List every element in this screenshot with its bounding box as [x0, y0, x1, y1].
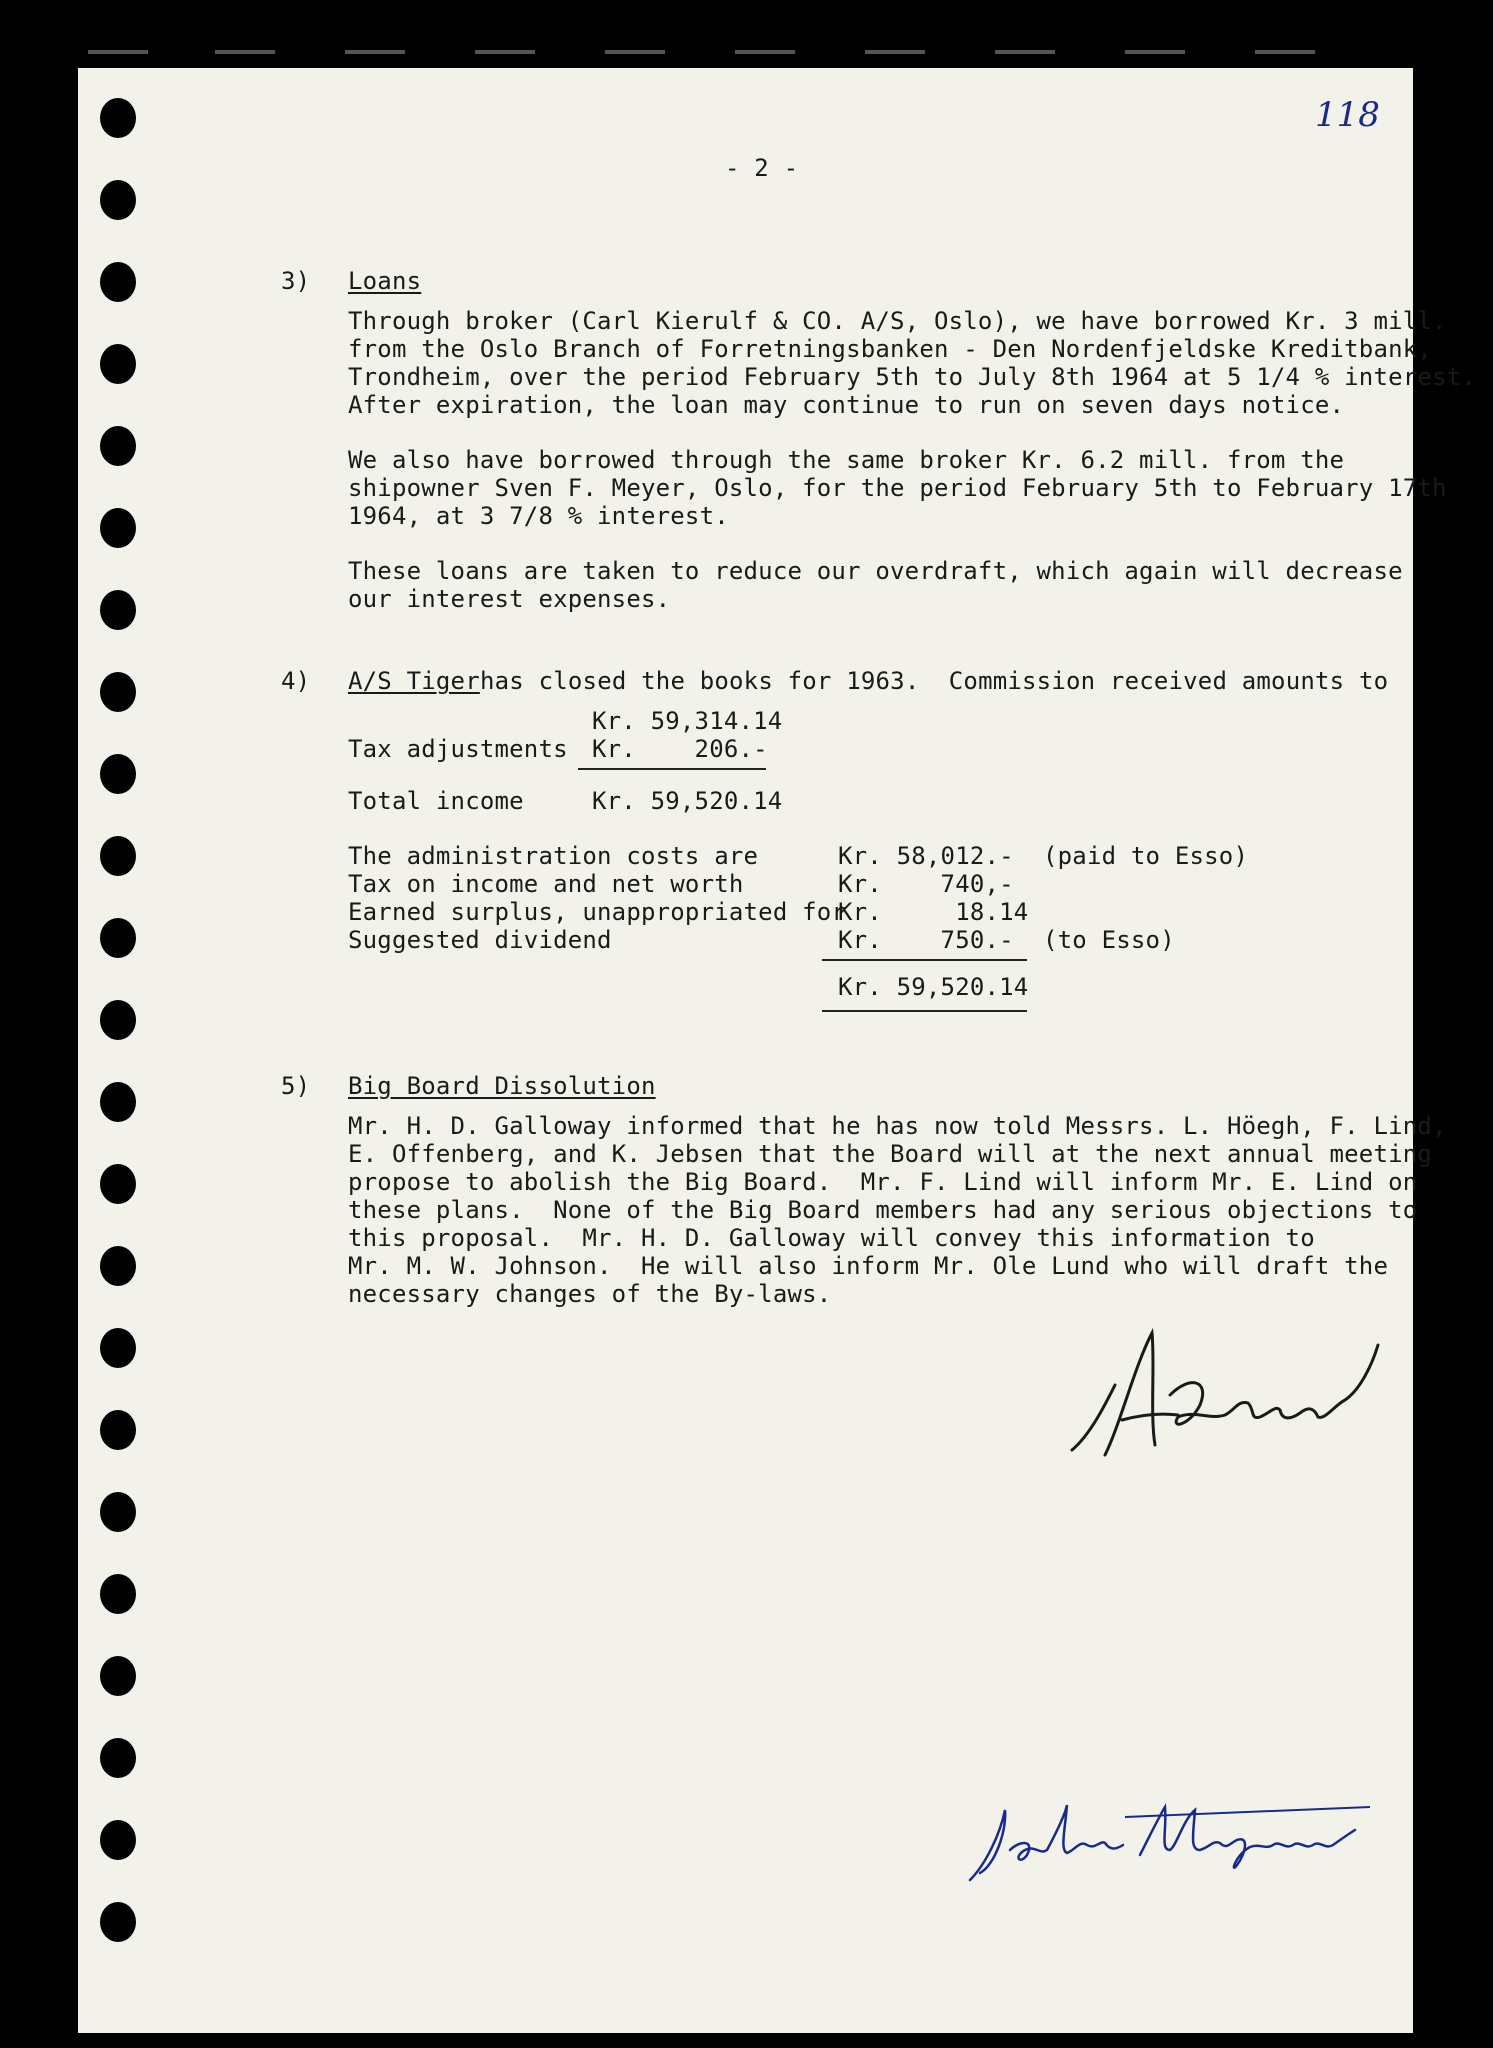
- binder-hole: [100, 1410, 136, 1450]
- edge-mark: [865, 50, 925, 54]
- binder-hole: [100, 1738, 136, 1778]
- text-line: After expiration, the loan may continue to run on seven days notice.: [348, 391, 1345, 419]
- binder-hole: [100, 1082, 136, 1122]
- edge-mark: [605, 50, 665, 54]
- text-line: Through broker (Carl Kierulf & CO. A/S, Oslo), we have borrowed Kr. 3 mill.: [348, 307, 1447, 335]
- total-income-label: Total income: [348, 787, 524, 815]
- binder-hole: [100, 508, 136, 548]
- tax-adjustments-label: Tax adjustments: [348, 735, 568, 763]
- text-line: Mr. H. D. Galloway informed that he has now told Messrs. L. Höegh, F. Lind,: [348, 1112, 1447, 1140]
- signature-second: [955, 1795, 1375, 1885]
- text-line: E. Offenberg, and K. Jebsen that the Board will at the next annual meeting: [348, 1140, 1433, 1168]
- text-line: propose to abolish the Big Board. Mr. F. Lind will inform Mr. E. Lind on: [348, 1168, 1418, 1196]
- cost-value: Kr. 18.14: [838, 898, 1029, 926]
- section-heading-loans: Loans: [348, 267, 422, 295]
- cost-value: Kr. 58,012.-: [838, 842, 1014, 870]
- costs-total-value: Kr. 59,520.14: [838, 973, 1029, 1001]
- edge-mark: [215, 50, 275, 54]
- text-line: these plans. None of the Big Board members had any serious objections to: [348, 1196, 1418, 1224]
- text-line: Trondheim, over the period February 5th to July 8th 1964 at 5 1/4 % interest.: [348, 363, 1476, 391]
- text-line: These loans are taken to reduce our overdraft, which again will decrease: [348, 557, 1403, 585]
- binder-hole: [100, 98, 136, 138]
- sum-rule: [822, 959, 1027, 961]
- binder-hole: [100, 426, 136, 466]
- edge-mark: [995, 50, 1055, 54]
- section-heading-tiger: A/S Tiger: [348, 667, 480, 695]
- sum-rule: [822, 1010, 1027, 1012]
- cost-note: (to Esso): [1043, 926, 1175, 954]
- cost-note: (paid to Esso): [1043, 842, 1249, 870]
- tax-adjustments-value: Kr. 206.-: [592, 735, 768, 763]
- edge-mark: [1255, 50, 1315, 54]
- text-line: We also have borrowed through the same broker Kr. 6.2 mill. from the: [348, 446, 1345, 474]
- sum-rule: [578, 768, 766, 770]
- cost-label: Tax on income and net worth: [348, 870, 744, 898]
- binder-hole: [100, 1000, 136, 1040]
- text-line: from the Oslo Branch of Forretningsbanken - Den Nordenfjeldske Kreditbank,: [348, 335, 1433, 363]
- handwritten-page-number: 118: [1315, 95, 1380, 135]
- binder-hole: [100, 1328, 136, 1368]
- binder-hole: [100, 672, 136, 712]
- binder-hole: [100, 1164, 136, 1204]
- binder-hole: [100, 590, 136, 630]
- total-income-value: Kr. 59,520.14: [592, 787, 783, 815]
- binder-hole: [100, 754, 136, 794]
- edge-mark: [345, 50, 405, 54]
- section-number: 3): [281, 267, 311, 295]
- text-line: this proposal. Mr. H. D. Galloway will convey this information to: [348, 1224, 1315, 1252]
- text-line: necessary changes of the By-laws.: [348, 1280, 832, 1308]
- page-header: - 2 -: [725, 154, 799, 182]
- section-number: 4): [281, 667, 311, 695]
- cost-value: Kr. 750.-: [838, 926, 1014, 954]
- binder-hole: [100, 1902, 136, 1942]
- text-line: 1964, at 3 7/8 % interest.: [348, 502, 729, 530]
- edge-mark: [735, 50, 795, 54]
- binder-hole: [100, 180, 136, 220]
- commission-value: Kr. 59,314.14: [592, 707, 783, 735]
- cost-value: Kr. 740,-: [838, 870, 1014, 898]
- binder-hole: [100, 836, 136, 876]
- section-heading-big-board: Big Board Dissolution: [348, 1072, 656, 1100]
- text-line: our interest expenses.: [348, 585, 671, 613]
- cost-label: Suggested dividend: [348, 926, 612, 954]
- binder-hole: [100, 344, 136, 384]
- binder-hole: [100, 1656, 136, 1696]
- binder-hole: [100, 1574, 136, 1614]
- binder-hole: [100, 1246, 136, 1286]
- signature-first: [1060, 1325, 1380, 1465]
- binder-hole: [100, 918, 136, 958]
- text-line: has closed the books for 1963. Commission received amounts to: [480, 667, 1389, 695]
- cost-label: Earned surplus, unappropriated for: [348, 898, 847, 926]
- binder-hole: [100, 262, 136, 302]
- text-line: Mr. M. W. Johnson. He will also inform Mr. Ole Lund who will draft the: [348, 1252, 1389, 1280]
- binder-hole: [100, 1820, 136, 1860]
- edge-mark: [1125, 50, 1185, 54]
- text-line: shipowner Sven F. Meyer, Oslo, for the period February 5th to February 17th: [348, 474, 1447, 502]
- edge-mark: [475, 50, 535, 54]
- section-number: 5): [281, 1072, 311, 1100]
- binder-holes: [0, 0, 120, 2048]
- binder-hole: [100, 1492, 136, 1532]
- cost-label: The administration costs are: [348, 842, 759, 870]
